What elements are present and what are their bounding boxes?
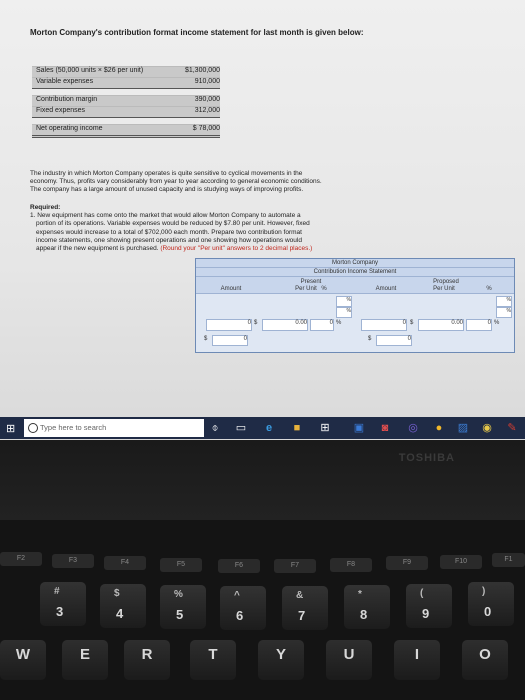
search-icon [28,423,38,433]
present-per-unit-input[interactable]: 0.00 [262,319,308,331]
key-symbol: ( [420,588,424,599]
table-title: Morton Company [196,259,514,268]
paragraph-line: The company has a large amount of unused capacity and is studying ways of improving profits. [30,186,304,194]
statement-row [32,106,220,118]
dollar-sign: $ [410,320,414,326]
key-9[interactable] [406,584,452,628]
required-section [30,204,360,253]
key-t[interactable]: T [190,640,236,680]
key-3[interactable] [40,582,86,626]
dollar-sign: $ [254,320,258,326]
dollar-sign: $ [368,336,372,342]
app-icon[interactable]: ◎ [408,422,418,434]
key-digit: 5 [176,607,184,622]
key-digit: 6 [236,608,244,623]
acrobat-icon[interactable]: ✎ [507,422,517,434]
f9-key[interactable]: F9 [386,556,428,570]
chrome-icon[interactable]: ◉ [482,422,492,434]
row-label: Net operating income [36,125,103,132]
task-view-icon[interactable]: ▭ [235,422,247,434]
pct-header: % [486,286,492,292]
proposed-amount-input[interactable]: 0 [361,319,407,331]
brand-logo: TOSHIBA [398,452,455,464]
row-label: Contribution margin [36,96,98,103]
key-digit: 9 [422,606,430,621]
taskbar [0,417,525,439]
paragraph-line: economy. Thus, profits vary considerably from year to year according to general economic conditions. [30,178,322,186]
key-digit: 4 [116,606,124,621]
f11-key[interactable]: F1 [492,553,525,567]
table-header [196,277,514,294]
required-last-line [30,245,360,253]
income-statement [32,66,220,138]
pct-sign: % [494,320,500,326]
file-explorer-icon[interactable]: ■ [293,422,301,434]
table-body [196,294,514,352]
pct-input[interactable]: % [336,307,352,318]
f7-key[interactable]: F7 [274,559,316,573]
firefox-icon[interactable]: ● [435,422,443,434]
required-line: portion of its operations. Variable expenses would be reduced by $7.80 per unit. However, fixed [36,220,310,228]
per-unit-header: Per Unit [433,286,455,292]
key-0[interactable] [468,582,514,626]
key-symbol: ^ [234,590,240,601]
proposed-header: Proposed [433,279,459,285]
row-label: Variable expenses [36,78,94,85]
required-line: income statements, one showing present operations and one showing how operations would [36,236,302,244]
edge-icon[interactable]: e [265,422,273,434]
key-w[interactable]: W [0,640,46,680]
key-y[interactable]: Y [258,640,304,680]
proposed-per-unit-input[interactable]: 0.00 [418,319,464,331]
f5-key[interactable]: F5 [160,558,202,572]
photos-icon[interactable]: ▨ [457,422,469,434]
proposed-pct-input[interactable]: 0 [466,319,492,331]
key-digit: 3 [56,604,64,619]
dollar-sign: $ [204,336,208,342]
key-symbol: * [358,589,362,600]
key-digit: 8 [360,607,368,622]
description-paragraph [30,170,360,195]
row-label: Sales (50,000 units × $26 per unit) [36,67,144,74]
pct-input[interactable]: % [496,307,512,318]
key-7[interactable] [282,586,328,630]
row-value: 312,000 [194,107,220,114]
bottom-amount-input[interactable]: 0 [212,335,248,346]
key-symbol: ) [482,586,486,597]
statement-row [32,77,220,89]
search-placeholder: Type here to search [40,423,107,432]
f10-key[interactable]: F10 [440,555,482,569]
f6-key[interactable]: F6 [218,559,260,573]
pct-input[interactable]: % [496,296,512,307]
key-r[interactable]: R [124,640,170,680]
statement-row [32,95,220,106]
key-4[interactable] [100,584,146,628]
key-o[interactable]: O [462,640,508,680]
store-icon[interactable]: ⊞ [320,422,330,434]
pct-header: % [321,286,327,292]
key-5[interactable] [160,585,206,629]
amount-header: Amount [375,286,397,292]
required-heading: Required: [30,204,61,211]
income-statement-table [195,258,515,353]
f3-key[interactable]: F3 [52,554,94,568]
key-symbol: $ [114,588,120,599]
f8-key[interactable]: F8 [330,558,372,572]
present-header: Present [300,279,322,285]
paragraph-line: The industry in which Morton Company operates is quite sensitive to cyclical movements in the [30,170,303,177]
row-value: 910,000 [194,78,220,85]
bottom-amount-input[interactable]: 0 [376,335,412,346]
present-amount-input[interactable]: 0 [206,319,252,331]
key-u[interactable]: U [326,640,372,680]
row-value: 390,000 [194,96,220,103]
f2-key[interactable]: F2 [0,552,42,566]
app-icon[interactable]: ◙ [381,422,389,434]
statement-row [32,66,220,77]
row-value: $1,300,000 [184,67,220,74]
required-line: 1. New equipment has come onto the market that would allow Morton Company to automate a [30,212,301,220]
pct-input[interactable]: % [336,296,352,307]
microphone-icon[interactable]: ⌽ [211,422,219,434]
f4-key[interactable]: F4 [104,556,146,570]
mail-icon[interactable]: ▣ [353,422,365,434]
key-6[interactable] [220,586,266,630]
amount-header: Amount [220,286,242,292]
taskbar-search[interactable] [24,419,204,437]
pct-sign: % [336,320,342,326]
row-label: Fixed expenses [36,107,86,114]
table-subtitle: Contribution Income Statement [196,268,514,277]
key-symbol: % [174,589,183,600]
key-symbol: # [54,586,60,597]
page-title: Morton Company's contribution format income statement for last month is given below: [30,28,364,37]
required-line: appear if the new equipment is purchased. [36,245,159,253]
rounding-note: (Round your "Per unit" answers to 2 decimal places.) [160,245,313,253]
per-unit-header: Per Unit [295,286,317,292]
row-value: $ 78,000 [192,125,220,132]
key-8[interactable] [344,585,390,629]
present-pct-input[interactable]: 0 [310,319,334,331]
windows-start-icon[interactable]: ⊞ [6,423,16,435]
key-e[interactable]: E [62,640,108,680]
statement-row [32,124,220,138]
key-digit: 7 [298,608,306,623]
key-symbol: & [296,590,304,601]
required-line: expenses would increase to a total of $702,000 each month. Prepare two contribution format [36,228,302,236]
key-i[interactable]: I [394,640,440,680]
key-digit: 0 [484,604,492,619]
